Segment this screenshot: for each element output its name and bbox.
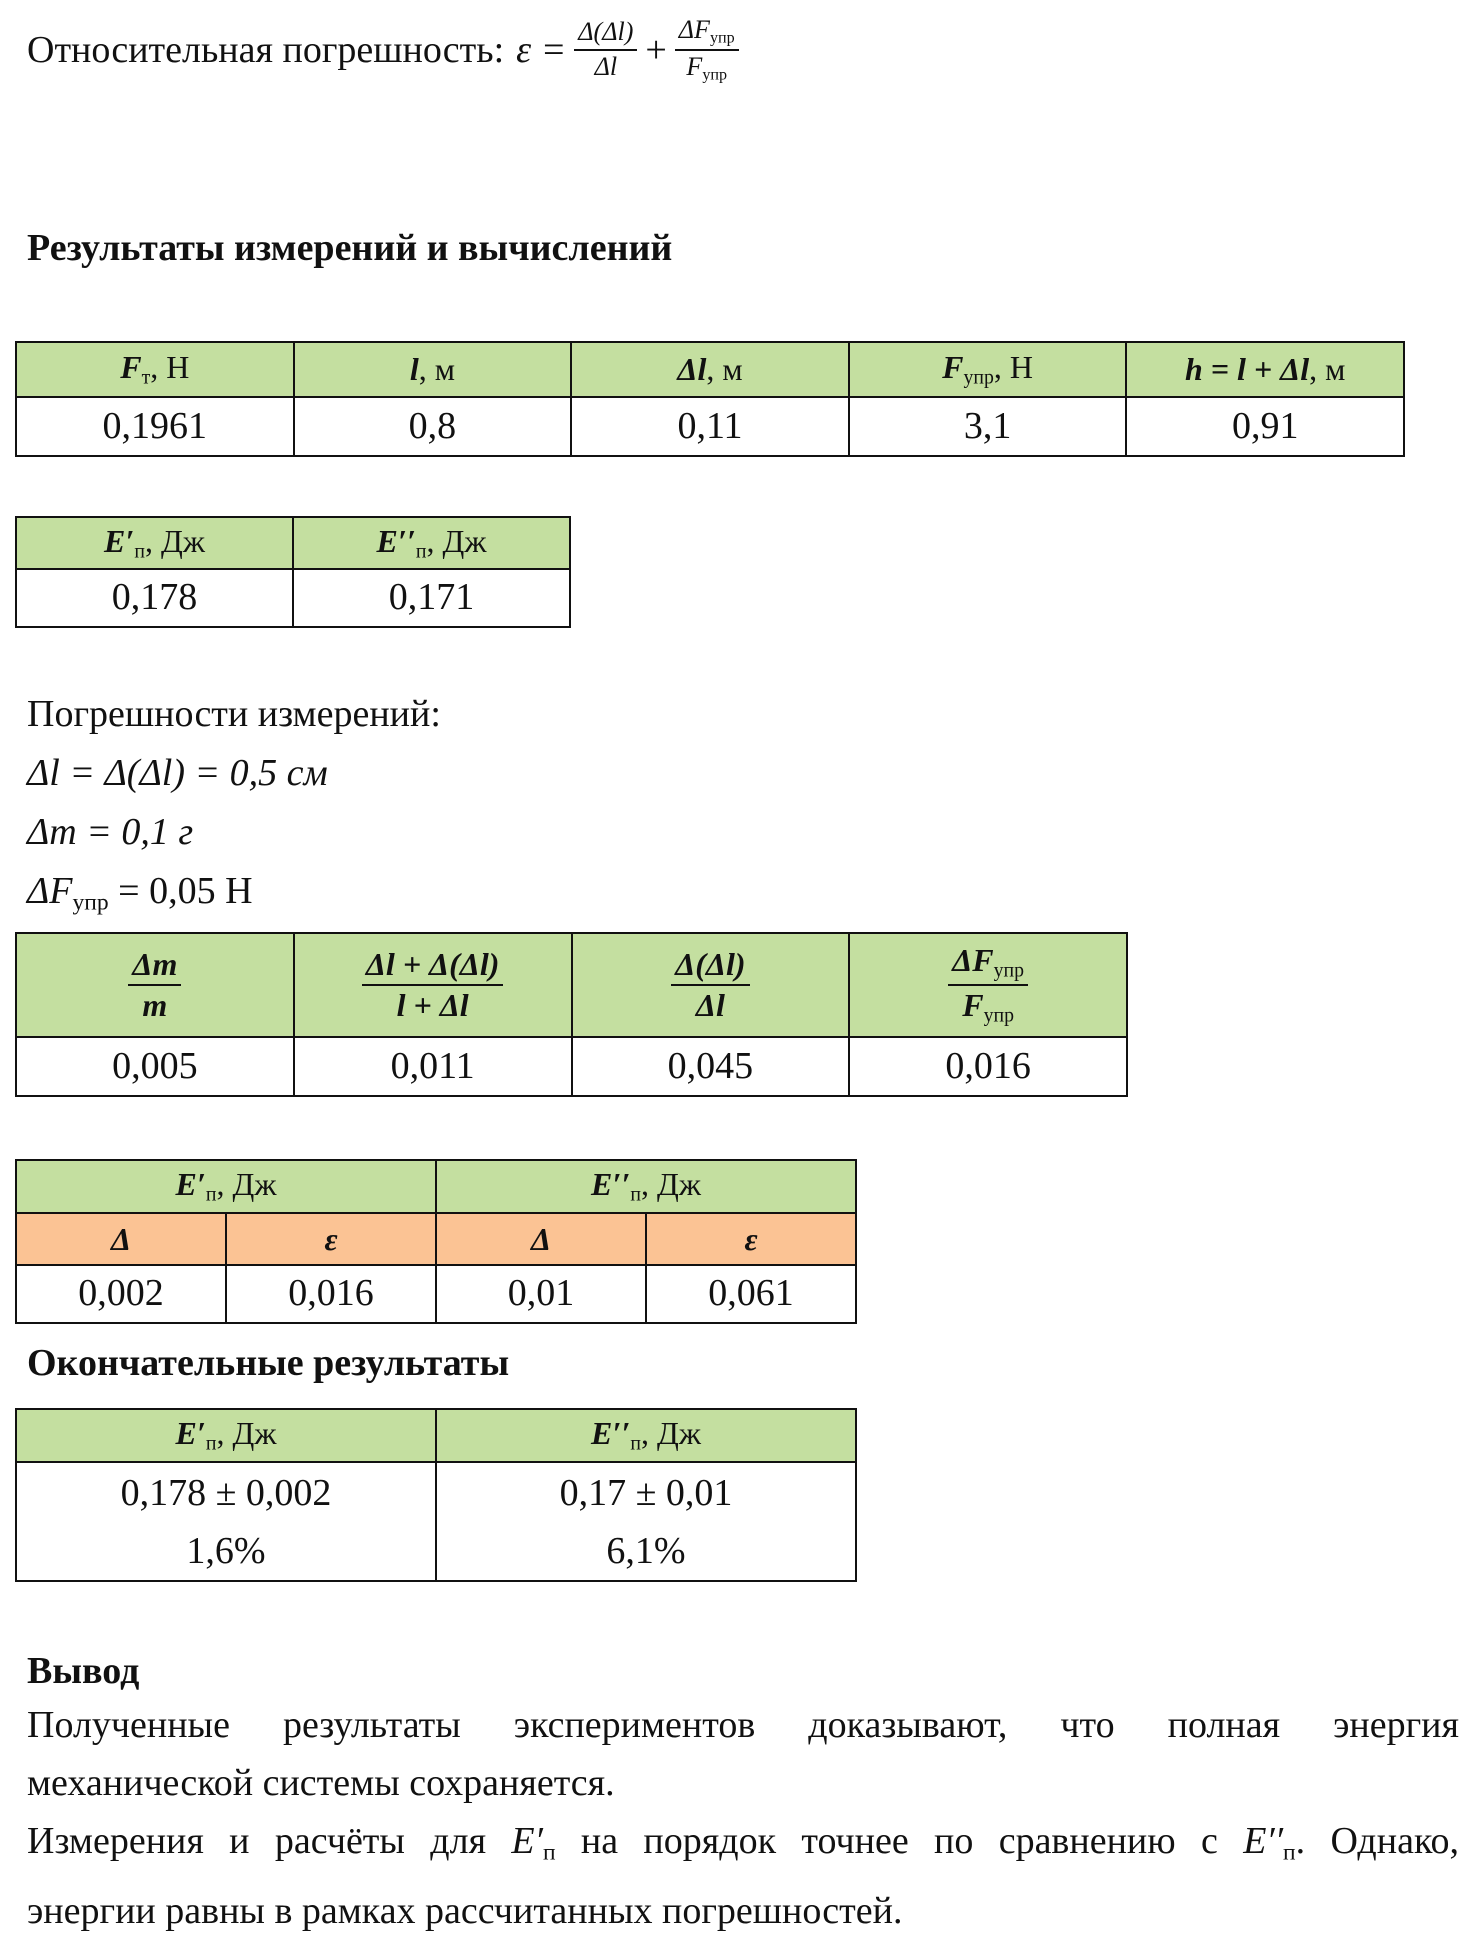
value-ddl-over-dl: 0,045 [572,1037,850,1096]
final-results-table [15,1408,857,1582]
header-ddl-over-dl: $\frac{\Delta(\Delta l)}{\Delta l}$ [572,933,850,1037]
energy-table [15,516,571,628]
group-header-e-double-prime: $E''_п$, Дж [436,1160,856,1213]
header-fupr: $F_{упр}$, Н [849,342,1127,397]
subheader-epsilon-1: ε [226,1213,436,1265]
header-dfupr-over-fupr: $\frac{\Delta F_{упр}}{F_{упр}}$ [849,933,1127,1037]
value-rel-error-e-double-prime: 0,061 [646,1265,856,1323]
header-ft: $F_т$, Н [16,342,294,397]
header-h: h = l + Δl, м [1126,342,1404,397]
final-value-e-double-prime: 0,17 ± 0,01 6,1% [436,1462,856,1581]
error-line-mass: Δm = 0,1 г [27,811,194,853]
conclusion-text [27,1696,1459,1940]
value-h: 0,91 [1126,397,1404,456]
value-ft: 0,1961 [16,397,294,456]
formula-fraction-1: $\frac{\Delta(\Delta l)}{\Delta l}$ [574,18,637,81]
final-header-e-prime: $E'_п$, Дж [16,1409,436,1462]
subheader-delta-2: Δ [436,1213,646,1265]
value-abs-error-e-prime: 0,002 [16,1265,226,1323]
errors-title: Погрешности измерений: [27,693,441,735]
conclusion-line-3: Измерения и расчёты для $E'_п$ на порядок точнее по сравнению с $E''_п$. Однако, [27,1820,1459,1866]
relative-error-formula [27,12,747,88]
header-delta-l: Δl, м [571,342,849,397]
energy-errors-table [15,1159,857,1324]
subheader-delta-1: Δ [16,1213,226,1265]
final-results-title: Окончательные результаты [27,1342,510,1384]
conclusion-line-2: механической системы сохраняется. [27,1762,615,1804]
value-delta-l: 0,11 [571,397,849,456]
value-dfupr-over-fupr: 0,016 [849,1037,1127,1096]
header-dm-over-m: $\frac{\Delta m}{m}$ [16,933,294,1037]
formula-prefix: Относительная погрешность: [27,29,505,71]
error-line-force: $\Delta F_{упр} = 0,05$ Н [27,870,253,916]
value-dm-over-m: 0,005 [16,1037,294,1096]
formula-fraction-2: $\frac{\Delta F_{упр}}{F_{упр}}$ [675,16,739,84]
subheader-epsilon-2: ε [646,1213,856,1265]
value-e-prime: 0,178 [16,569,293,627]
header-e-double-prime: $E''_п$, Дж [293,517,570,569]
value-abs-error-e-double-prime: 0,01 [436,1265,646,1323]
final-header-e-double-prime: $E''_п$, Дж [436,1409,856,1462]
value-rel-error-e-prime: 0,016 [226,1265,436,1323]
final-value-e-prime: 0,178 ± 0,002 1,6% [16,1462,436,1581]
value-l: 0,8 [294,397,572,456]
header-e-prime: $E'_п$, Дж [16,517,293,569]
value-e-double-prime: 0,171 [293,569,570,627]
header-dl-sum-ratio: $\frac{\Delta l + \Delta(\Delta l)}{l + \Delta l}$ [294,933,572,1037]
value-fupr: 3,1 [849,397,1127,456]
measurements-table [15,341,1405,457]
formula-plus: + [645,29,667,71]
conclusion-line-1: Полученные результаты экспериментов доказывают, что полная энергия [27,1704,1459,1746]
conclusion-line-4: энергии равны в рамках рассчитанных погрешностей. [27,1889,903,1932]
section-title-results: Результаты измерений и вычислений [27,227,673,269]
group-header-e-prime: $E'_п$, Дж [16,1160,436,1213]
error-line-length: Δl = Δ(Δl) = 0,5 см [27,752,328,794]
header-l: l, м [294,342,572,397]
value-dl-sum-ratio: 0,011 [294,1037,572,1096]
formula-lhs: ε = [516,29,567,71]
conclusion-title: Вывод [27,1650,140,1692]
relative-errors-table [15,932,1128,1097]
